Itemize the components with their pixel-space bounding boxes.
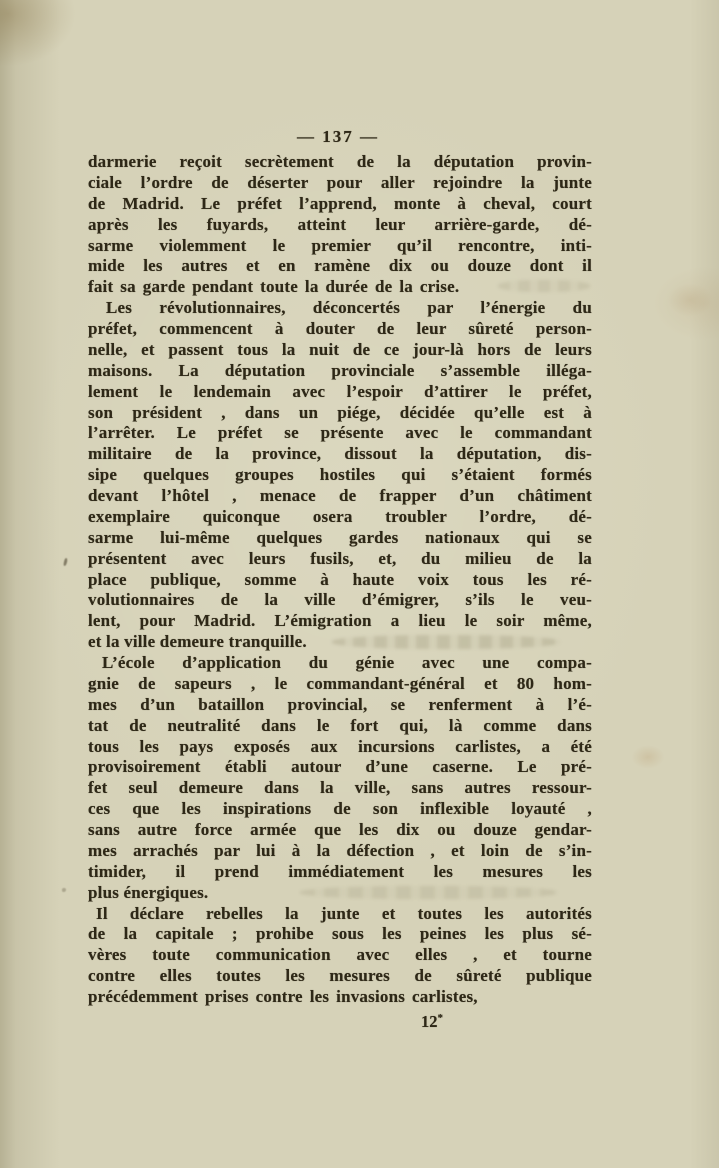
paragraph-2 [88, 298, 592, 653]
text-line: mes d’un bataillon provincial, se renferment à l’é- [88, 694, 592, 714]
text-line: fet seul demeure dans la ville, sans autres ressour- [88, 778, 592, 798]
text-line: lement le lendemain avec l’espoir d’attirer le préfet, [88, 381, 592, 401]
text-line: sarme lui-même quelques gardes nationaux qui se [88, 527, 592, 547]
page-number-header: — 137 — [297, 127, 379, 146]
text-line: vères toute communication avec elles , et tourne [88, 945, 592, 965]
paragraph-4 [88, 904, 592, 1008]
text-line: militaire de la province, dissout la députation, dis- [88, 444, 592, 464]
text-line: ces que les inspirations de son inflexible loyauté , [88, 799, 592, 819]
ink-speck [63, 558, 68, 566]
ink-speck [62, 888, 66, 892]
signature-number: 12 [421, 1012, 438, 1031]
text-block [88, 152, 592, 1008]
text-line: nelle, et passent tous la nuit de ce jour-là hors de leurs [88, 339, 592, 359]
signature-mark [421, 1012, 443, 1032]
text-line: de Madrid. Le préfet l’apprend, monte à cheval, court [88, 193, 592, 213]
text-line: place publique, somme à haute voix tous les ré- [88, 569, 592, 589]
text-line: gnie de sapeurs , le commandant-général et 80 hom- [88, 673, 592, 693]
text-line: plus énergiques. [88, 882, 209, 902]
text-line: présentent avec leurs fusils, et, du milieu de la [88, 548, 592, 568]
text-line: précédemment prises contre les invasions carlistes, [88, 987, 478, 1006]
text-line: sipe quelques groupes hostiles qui s’étaient formés [88, 465, 592, 485]
text-line: devant l’hôtel , menace de frapper d’un châtiment [88, 486, 592, 505]
text-line: ciale l’ordre de déserter pour aller rejoindre la junte [88, 172, 592, 192]
text-line: timider, il prend immédiatement les mesures les [88, 861, 592, 881]
text-line: provisoirement établi autour d’une caserne. Le pré- [88, 757, 592, 777]
text-line: sans autre force armée que les dix ou douze gendar- [88, 820, 592, 839]
text-line: l’arrêter. Le préfet se présente avec le commandant [88, 423, 592, 443]
text-line: maisons. La députation provinciale s’assemble illéga- [88, 360, 592, 380]
text-line: sarme violemment le premier qu’il rencontre, inti- [88, 235, 592, 255]
text-line: préfet, commencent à douter de leur sûreté person- [88, 319, 592, 338]
paragraph-3 [88, 653, 592, 904]
text-line: après les fuyards, atteint leur arrière-garde, dé- [88, 214, 592, 234]
text-line: son président , dans un piége, décidée qu’elle est à [88, 402, 592, 422]
text-line: exemplaire quiconque osera troubler l’ordre, dé- [88, 506, 592, 526]
text-line: darmerie reçoit secrètement de la députation provin- [88, 152, 592, 171]
paragraph-1 [88, 152, 592, 298]
text-line: lent, pour Madrid. L’émigration a lieu le soir même, [88, 611, 592, 631]
text-line: et la ville demeure tranquille. [88, 632, 307, 652]
signature-star: * [437, 1012, 443, 1024]
text-line: de la capitale ; prohibe sous les peines les plus sé- [88, 924, 592, 944]
text-line: mes arrachés par lui à la défection , et loin de s’in- [88, 840, 592, 860]
text-line: mide les autres et en ramène dix ou douze dont il [88, 256, 592, 276]
text-line: fait sa garde pendant toute la durée de la crise. [88, 277, 460, 297]
text-line: tat de neutralité dans le fort qui, là comme dans [88, 715, 592, 735]
text-line: L’école d’application du génie avec une compa- [102, 653, 592, 672]
text-line: volutionnaires de la ville d’émigrer, s’ils le veu- [88, 590, 592, 610]
text-line: Les révolutionnaires, déconcertés par l’énergie du [106, 298, 592, 318]
text-line: contre elles toutes les mesures de sûreté publique [88, 966, 592, 986]
text-line: tous les pays exposés aux incursions carlistes, a été [88, 736, 592, 756]
text-line: Il déclare rebelles la junte et toutes les autorités [96, 903, 592, 923]
